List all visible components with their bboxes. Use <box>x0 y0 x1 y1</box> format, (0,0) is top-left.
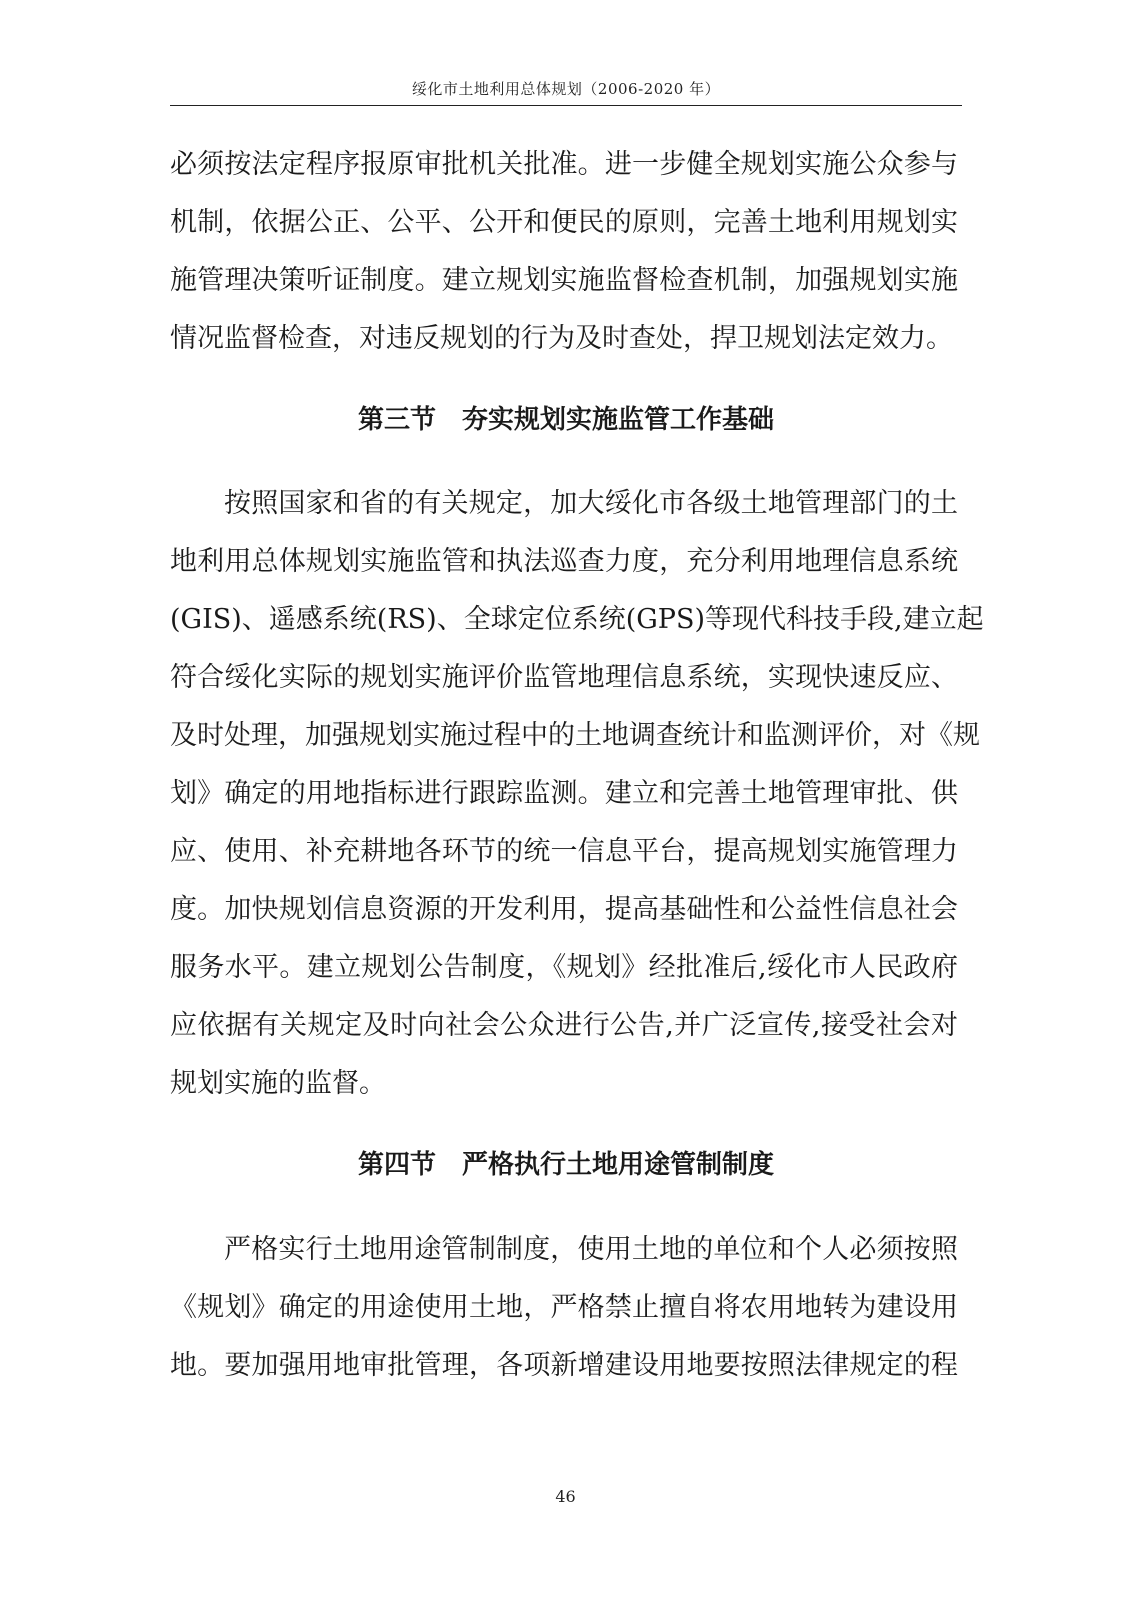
section-heading: 第三节 夯实规划实施监管工作基础 <box>357 405 774 435</box>
paragraph-line: 规划实施的监督。 <box>170 1068 386 1099</box>
page-number: 46 <box>555 1487 576 1506</box>
page-header <box>170 70 962 106</box>
paragraph-line: 《规划》确定的用途使用土地，严格禁止擅自将农用地转为建设用 <box>170 1292 958 1323</box>
paragraph-line: 地利用总体规划实施监管和执法巡查力度，充分利用地理信息系统 <box>170 546 958 577</box>
paragraph-line: 应、使用、补充耕地各环节的统一信息平台，提高规划实施管理力 <box>170 836 958 867</box>
paragraph-line: 严格实行土地用途管制制度，使用土地的单位和个人必须按照 <box>224 1234 958 1265</box>
paragraph-line: 划》确定的用地指标进行跟踪监测。建立和完善土地管理审批、供 <box>170 778 958 809</box>
header-rule <box>170 105 962 106</box>
paragraph-line: 度。加快规划信息资源的开发利用，提高基础性和公益性信息社会 <box>170 894 958 925</box>
paragraph-line: 服务水平。建立规划公告制度，《规划》经批准后,绥化市人民政府 <box>170 952 958 983</box>
paragraph-line: 必须按法定程序报原审批机关批准。进一步健全规划实施公众参与 <box>170 149 958 180</box>
paragraph-line: 施管理决策听证制度。建立规划实施监督检查机制，加强规划实施 <box>170 265 958 296</box>
paragraph-line: 符合绥化实际的规划实施评价监管地理信息系统，实现快速反应、 <box>170 662 958 693</box>
document-title: 绥化市土地利用总体规划（2006-2020 年） <box>411 80 721 98</box>
paragraph-line: 机制，依据公正、公平、公开和便民的原则，完善土地利用规划实 <box>170 207 958 238</box>
paragraph-line: 地。要加强用地审批管理，各项新增建设用地要按照法律规定的程 <box>170 1350 958 1381</box>
paragraph-line: 按照国家和省的有关规定，加大绥化市各级土地管理部门的土 <box>224 488 958 519</box>
paragraph-line: (GIS)、遥感系统(RS)、全球定位系统(GPS)等现代科技手段,建立起 <box>170 604 984 635</box>
section-heading: 第四节 严格执行土地用途管制制度 <box>357 1150 774 1180</box>
paragraph-line: 情况监督检查，对违反规划的行为及时查处，捍卫规划法定效力。 <box>170 323 953 354</box>
paragraph-line: 应依据有关规定及时向社会公众进行公告,并广泛宣传,接受社会对 <box>170 1010 958 1041</box>
paragraph-line: 及时处理，加强规划实施过程中的土地调查统计和监测评价，对《规 <box>170 720 980 751</box>
